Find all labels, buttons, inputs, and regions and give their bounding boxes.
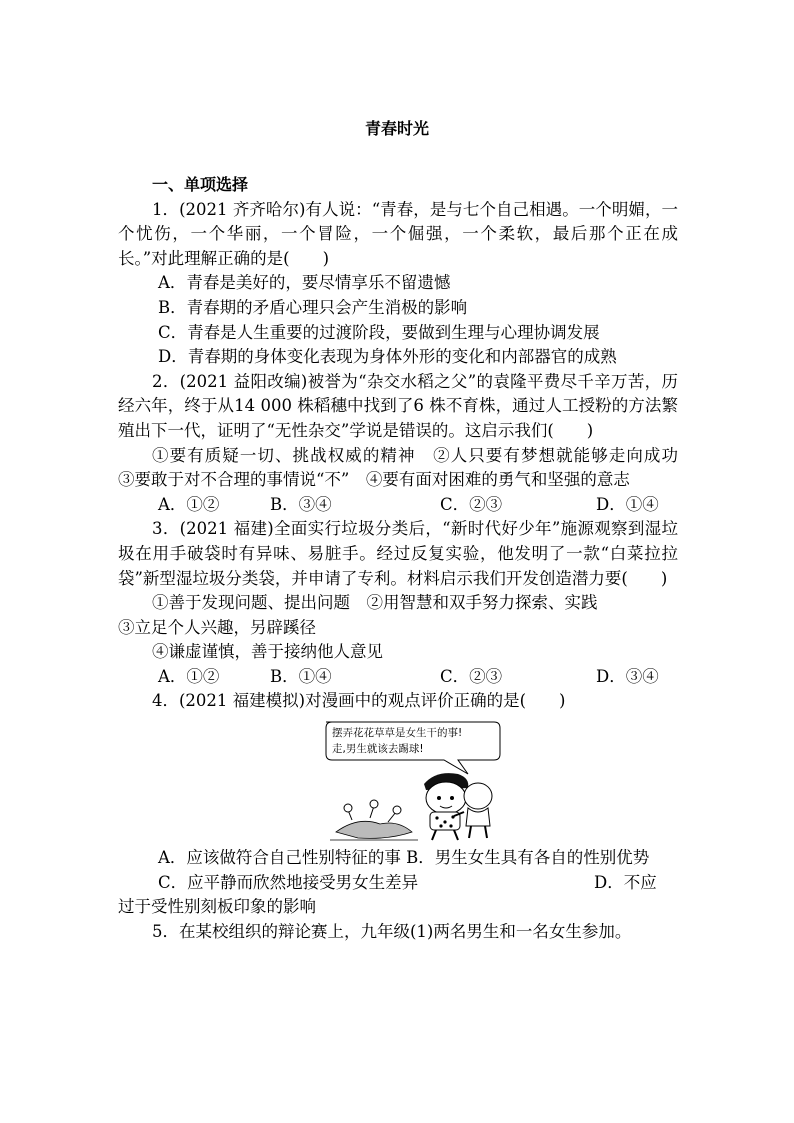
question-2-option-c: C．②③ [440, 494, 503, 514]
question-2-options [118, 493, 678, 518]
question-1-option-c: C．青春是人生重要的过渡阶段，要做到生理与心理协调发展 [158, 322, 600, 342]
question-4-option-c: C．应平静而欣然地接受男女生差异 [158, 872, 419, 892]
question-1-option-a: A．青春是美好的，要尽情享乐不留遗憾 [158, 273, 451, 293]
cartoon-illustration [318, 716, 518, 844]
question-4-option-d: D．不应 [594, 872, 657, 892]
page-title: 青春时光 [364, 119, 429, 138]
boy-figure [424, 773, 468, 840]
question-3-option-a: A．①② [158, 666, 220, 686]
question-4-options-cd [118, 871, 678, 896]
question-3-statement-1-2: ①善于发现问题、提出问题 ②用智慧和双手努力探索、实践 [152, 593, 598, 613]
cartoon-figure [118, 714, 678, 846]
question-4-stem: 4．(2021 福建模拟)对漫画中的观点评价正确的是( ) [152, 691, 566, 711]
question-3-options [118, 665, 678, 690]
question-2-option-b: B．③④ [270, 494, 332, 514]
worksheet-body [118, 173, 695, 944]
question-2-option-d: D．①④ [596, 494, 659, 514]
question-3-option-b: B．①④ [270, 666, 332, 686]
section-heading: 一、单项选择 [152, 175, 249, 194]
question-1-option-b: B．青春期的矛盾心理只会产生消极的影响 [158, 297, 468, 317]
question-5-stem: 5．在某校组织的辩论赛上，九年级(1)两名男生和一名女生参加。 [152, 921, 632, 941]
question-2-statements: ①要有质疑一切、挑战权威的精神 ②人只要有梦想就能够走向成功 ③要敢于对不合理的事情说“不” ④要有面对困难的勇气和坚强的意志 [118, 445, 695, 490]
question-2-option-a: A．①② [158, 494, 220, 514]
question-3-statement-3: ③立足个人兴趣，另辟蹊径 [118, 617, 316, 637]
question-3-option-c: C．②③ [440, 666, 503, 686]
question-3-option-d: D．③④ [596, 666, 659, 686]
speech-line-1: 摆弄花花草草是女生干的事! [332, 727, 463, 740]
question-2-stem: 2．(2021 益阳改编)被誉为“杂交水稻之父”的袁隆平费尽千辛万苦，历经六年，终于从14 000 株稻穗中找到了6 株不育株，通过人工授粉的方法繁殖出下一代，证明了“无性杂交”学说是错误的。这启示我们( ) [118, 371, 678, 440]
question-1-stem: 1．(2021 齐齐哈尔)有人说：“青春，是与七个自己相遇。一个明媚，一个忧伤，一个华丽，一个冒险，一个倔强，一个柔软，最后那个正在成长。”对此理解正确的是( ) [118, 199, 678, 268]
question-4-option-d-cont: 过于受性别刻板印象的影响 [118, 897, 316, 917]
speech-line-2: 走,男生就该去踢球! [332, 743, 424, 756]
trampled-flowers [330, 800, 418, 840]
question-3-stem: 3．(2021 福建)全面实行垃圾分类后，“新时代好少年”施源观察到湿垃圾在用手破袋时有异味、易脏手。经过反复实验，他发明了一款“白菜拉拉袋”新型湿垃圾分类袋，并申请了专利。材料启示我们开发创造潜力要( ) [118, 519, 678, 588]
question-4-options-ab: A．应该做符合自己性别特征的事 B．男生女生具有各自的性别优势 [158, 848, 650, 868]
question-1-option-d: D．青春期的身体变化表现为身体外形的变化和内部器官的成熟 [158, 347, 617, 367]
question-3-statement-4: ④谦虚谨慎，善于接纳他人意见 [152, 642, 383, 662]
